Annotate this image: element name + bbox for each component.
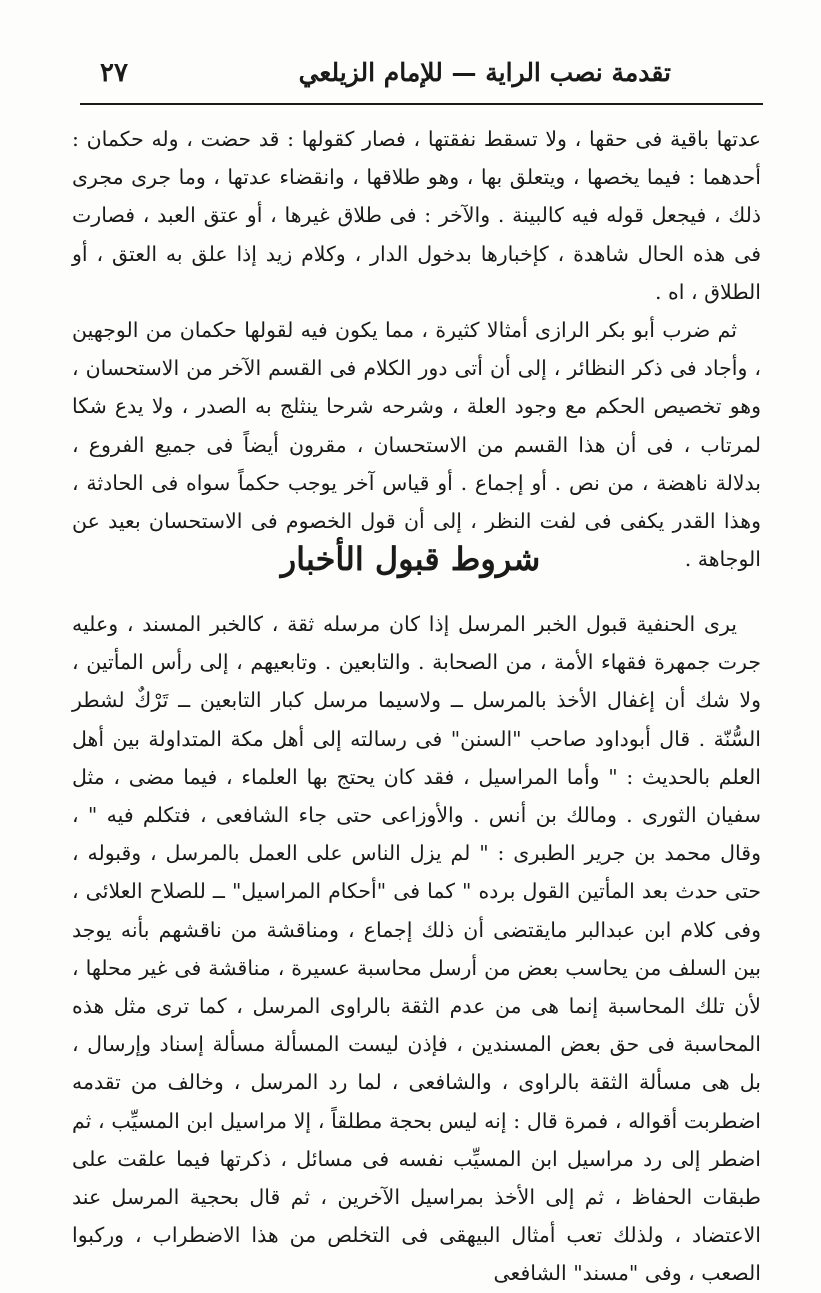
paragraph: عدتها باقية فى حقها ، ولا تسقط نفقتها ، فصار كقولها : قد حضت ، وله حكمان : أحدهما : فيما يخصها ، ويتعلق بها ، وهو طلاقها ، وانقضاء عدتها ، وما جرى مجرى ذلك ، فيجعل قوله فيه كالبينة . والآخر : فى طلاق غيرها ، أو عتق العبد ، فصارت فى هذه الحال شاهدة ، كإخبارها بدخول الدار ، وكلام زيد إذا علق به العتق ، أو الطلاق ، اه . (72, 127, 761, 304)
section-one-text (72, 120, 761, 578)
page-number: ٢٧ (100, 58, 128, 88)
paragraph: يرى الحنفية قبول الخبر المرسل إذا كان مرسله ثقة ، كالخبر المسند ، وعليه جرت جمهرة فقهاء الأمة ، من الصحابة . والتابعين . وتابعيهم ، إلى رأس المأتين ، ولا شك أن إغفال الأخذ بالمرسل ــ ولاسيما مرسل كبار التابعين ــ تَرْكٌ لشطر السُّنّة . قال أبوداود صاحب "السنن" فى رسالته إلى أهل مكة المتداولة بين أهل العلم بالحديث : " وأما المراسيل ، فقد كان يحتج بها العلماء ، فيما مضى ، مثل سفيان الثورى . ومالك بن أنس . والأوزاعى حتى جاء الشافعى ، فتكلم فيه " ، وقال محمد بن جرير الطبرى : " لم يزل الناس على العمل بالمرسل ، وقبوله ، حتى حدث بعد المأتين القول برده " كما فى "أحكام المراسيل" ــ للصلاح العلائى ، وفى كلام ابن عبدالبر مايقتضى أن ذلك إجماع ، ومناقشة من ناقشهم بأنه يوجد بين السلف من يحاسب بعض من أرسل محاسبة عسيرة ، مناقشة فى غير محلها ، لأن تلك المحاسبة إنما هى من عدم الثقة بالراوى المرسل ، كما ترى مثل هذه المحاسبة فى حق بعض المسندين ، فإذن ليست المسألة مسألة إسناد وإرسال ، بل هى مسألة الثقة بالراوى ، والشافعى ، لما رد المرسل ، وخالف من تقدمه اضطربت أقواله ، فمرة قال : إنه ليس بحجة مطلقاً ، إلا مراسيل ابن المسيِّب ، ثم اضطر إلى رد مراسيل ابن المسيِّب نفسه فى مسائل ، ذكرتها فيما علقت على طبقات الحفاظ ، ثم إلى الأخذ بمراسيل الآخرين ، ثم قال بحجية المرسل عند الاعتضاد ، ولذلك تعب أمثال البيهقى فى التخلص من هذا الاضطراب ، وركبوا الصعب ، وفى "مسند" الشافعى (72, 612, 761, 1286)
header-rule (80, 103, 763, 105)
section-heading: شروط قبول الأخبار (280, 540, 541, 578)
running-head (90, 52, 761, 96)
section-two-text (72, 605, 761, 1293)
running-title: تقدمة نصب الراية — للإمام الزيلعي (298, 58, 671, 87)
paragraph: ثم ضرب أبو بكر الرازى أمثالا كثيرة ، مما يكون فيه لقولها حكمان من الوجهين ، وأجاد فى ذكر النظائر ، إلى أن أتى دور الكلام فى القسم الآخر من الاستحسان ، وهو تخصيص الحكم مع وجود العلة ، وشرحه شرحا ينثلج به الصدر ، ولا يدع شكا لمرتاب ، فى أن هذا القسم من الاستحسان ، مقرون أيضاً فى جميع الفروع ، بدلالة ناهضة ، من نص . أو إجماع . أو قياس آخر يوجب حكماً سواه فى الحادثة ، وهذا القدر يكفى فى لفت النظر ، إلى أن قول الخصوم فى الاستحسان بعيد عن الوجاهة . (72, 318, 761, 572)
